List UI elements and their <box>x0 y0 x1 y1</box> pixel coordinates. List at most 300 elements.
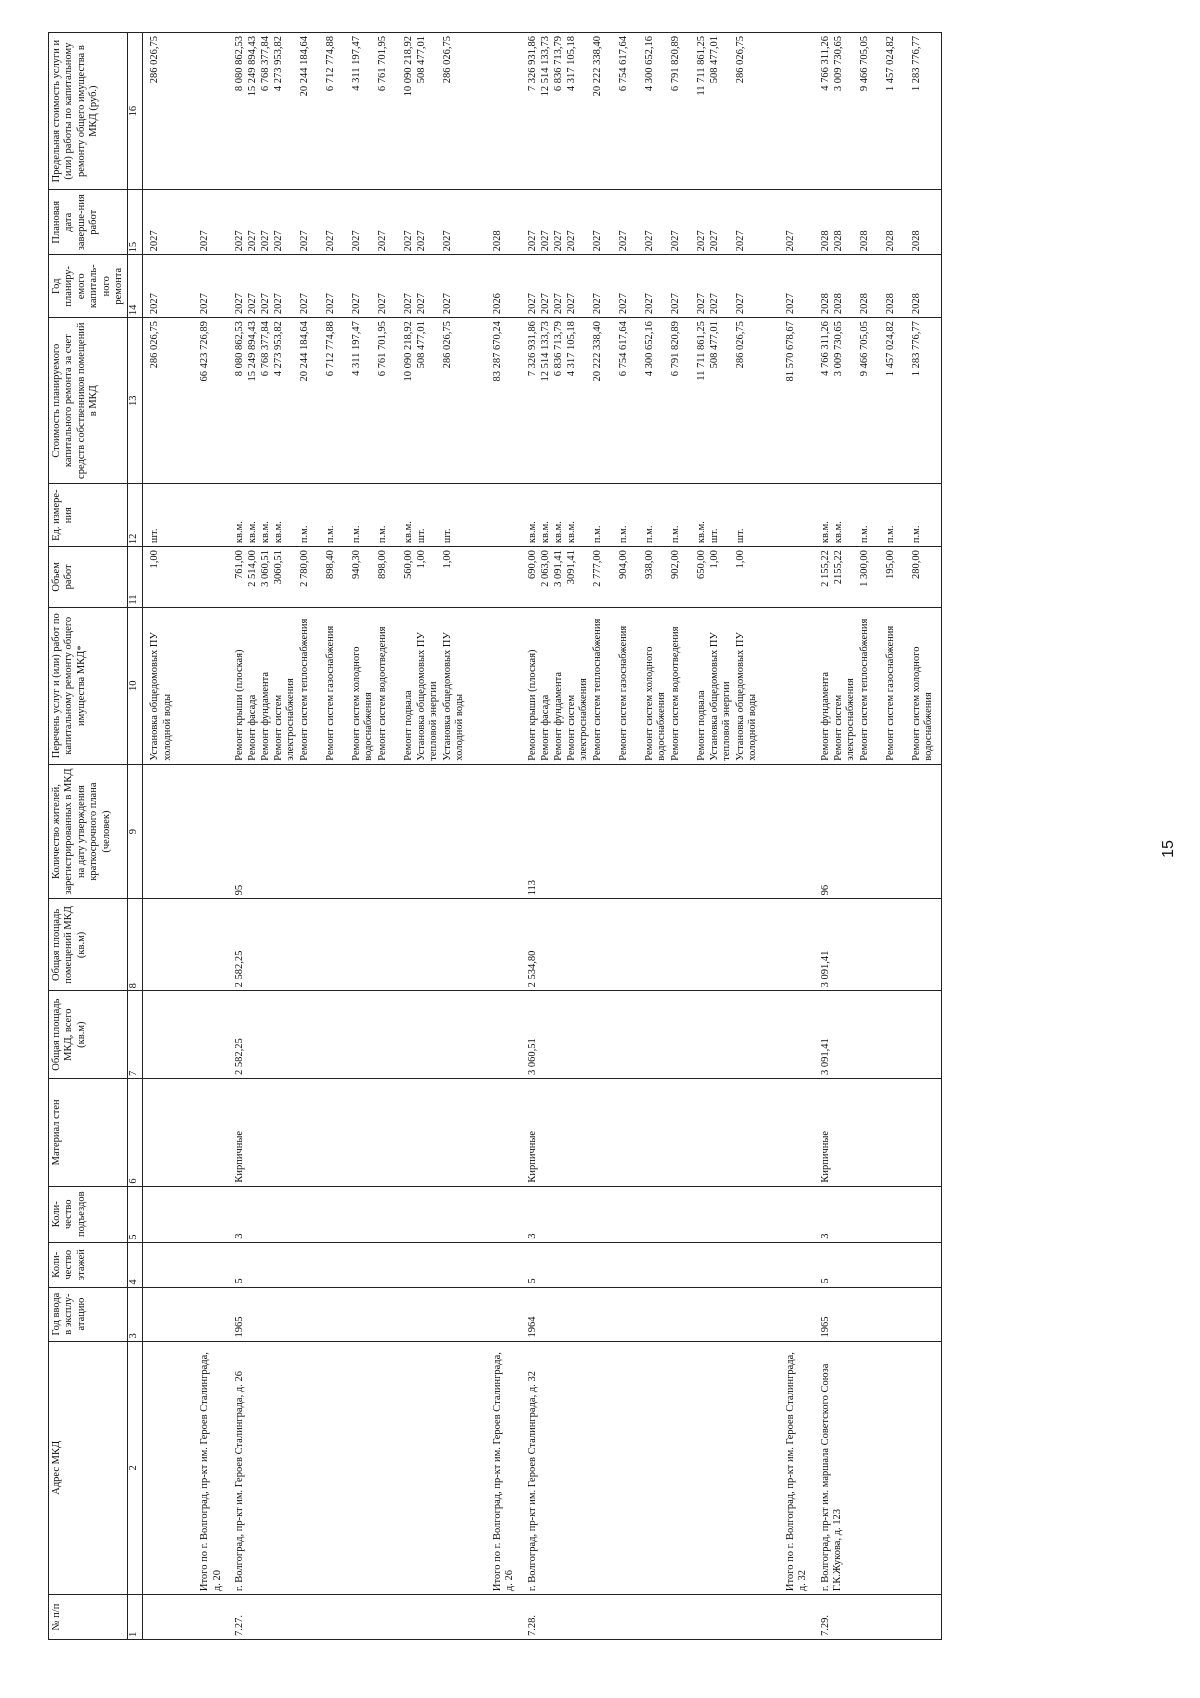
work-volume: 2 155,22 <box>819 550 831 587</box>
work-limit: 286 026,75 <box>734 36 746 84</box>
work-end: 2027 <box>273 230 284 252</box>
works-list <box>472 607 521 764</box>
work-cost: 6 836 713,79 <box>552 321 564 377</box>
work-limit: 20 222 338,40 <box>591 36 603 97</box>
works-list <box>143 607 180 764</box>
work-unit: п.м. <box>377 525 388 544</box>
table-row <box>143 33 180 1640</box>
work-cost: 6 712 774,88 <box>325 321 336 377</box>
work-name: Ремонт систем холодного водоснабжения <box>910 646 934 761</box>
work-unit: кв.м. <box>552 521 564 544</box>
work-end: 2027 <box>325 230 336 252</box>
limit-cost-list <box>814 33 942 190</box>
premises-area <box>765 899 814 991</box>
header-cell: Стоимость планируемого капитального ремонта за счет средств собственников помещений в МКД <box>49 318 128 484</box>
work-volume: 1,00 <box>149 550 161 569</box>
table-row <box>521 33 765 1640</box>
work-limit: 6 836 713,79 <box>552 36 564 92</box>
table-body <box>143 33 941 1640</box>
total-area <box>765 991 814 1079</box>
work-end: 2027 <box>643 230 655 252</box>
work-end: 2027 <box>199 230 211 252</box>
work-limit: 4 317 105,18 <box>565 36 577 92</box>
residents-count: 113 <box>521 764 765 899</box>
header-cell: Ед. измере-ния <box>49 484 128 547</box>
column-number: 5 <box>128 1186 143 1242</box>
repair-year-list <box>521 255 765 318</box>
repair-year-list <box>765 255 814 318</box>
total-area: 3 060,51 <box>521 991 765 1079</box>
work-end: 2028 <box>858 230 870 252</box>
work-end: 2027 <box>260 230 271 252</box>
commission-year <box>143 1287 180 1341</box>
work-limit: 286 026,75 <box>149 36 161 84</box>
work-cost: 508 477,01 <box>416 321 427 369</box>
wall-material <box>179 1078 228 1186</box>
address-cell: Итого по г. Волгоград, пр-кт им. Героев Сталинграда, д. 32 <box>765 1341 814 1595</box>
table-row <box>228 33 472 1640</box>
work-volume: 1,00 <box>734 550 746 569</box>
work-unit: кв.м. <box>832 521 844 544</box>
row-number <box>765 1595 814 1640</box>
work-unit <box>199 487 212 543</box>
address-cell: Итого по г. Волгоград, пр-кт им. Героев Сталинграда, д. 20 <box>179 1341 228 1595</box>
work-unit: кв.м. <box>260 521 271 544</box>
work-unit: п.м. <box>669 525 681 544</box>
work-cost: 1 283 776,77 <box>910 321 922 377</box>
work-name: Ремонт крыши (плоская) <box>526 649 538 761</box>
wall-material <box>765 1078 814 1186</box>
work-volume <box>785 550 798 604</box>
work-cost: 6 761 701,95 <box>377 321 388 377</box>
row-number <box>472 1595 521 1640</box>
work-volume: 3 060,51 <box>260 550 271 587</box>
total-area: 3 091,41 <box>814 991 942 1079</box>
header-cell: Коли-чество этажей <box>49 1242 128 1287</box>
work-name: Установка общедомовых ПУ тепловой энергии <box>416 632 440 761</box>
work-year: 2027 <box>351 293 362 315</box>
row-number: 7.29. <box>814 1595 942 1640</box>
unit-list <box>228 484 472 547</box>
work-name: Ремонт крыши (плоская) <box>234 649 245 761</box>
work-year: 2027 <box>669 293 681 315</box>
column-number: 13 <box>128 318 143 484</box>
work-cost: 508 477,01 <box>708 321 720 369</box>
work-limit: 4 311 197,47 <box>351 36 362 91</box>
address-cell: г. Волгоград, пр-кт им. Героев Сталинграда, д. 26 <box>228 1341 472 1595</box>
work-volume: 2 063,00 <box>539 550 551 587</box>
work-name: Установка общедомовых ПУ холодной воды <box>734 632 759 761</box>
unit-list <box>143 484 180 547</box>
work-cost: 286 026,75 <box>734 321 746 369</box>
work-limit: 4 766 311,26 <box>819 36 831 91</box>
work-year: 2026 <box>492 293 503 315</box>
row-number: 7.27. <box>228 1595 472 1640</box>
header-cell: Год планиру-емого капиталь-ного ремонта <box>49 255 128 318</box>
work-cost: 20 244 184,64 <box>299 321 310 382</box>
work-year: 2027 <box>695 293 707 315</box>
work-end: 2027 <box>734 230 746 252</box>
work-cost: 20 222 338,40 <box>591 321 603 382</box>
work-volume: 280,00 <box>910 550 922 579</box>
repair-year-list <box>179 255 228 318</box>
work-end: 2027 <box>247 230 258 252</box>
work-limit: 6 712 774,88 <box>325 36 336 92</box>
work-year: 2027 <box>617 293 629 315</box>
work-year: 2027 <box>149 293 161 315</box>
work-end: 2028 <box>910 230 922 252</box>
premises-area <box>143 899 180 991</box>
work-name <box>492 611 505 761</box>
work-unit: шт. <box>734 528 746 544</box>
work-cost: 4 766 311,26 <box>819 321 831 376</box>
work-cost: 3 009 730,65 <box>832 321 844 377</box>
work-name: Ремонт систем теплоснабжения <box>299 618 310 761</box>
work-limit: 6 768 377,84 <box>260 36 271 92</box>
work-year: 2027 <box>325 293 336 315</box>
work-end: 2027 <box>442 230 453 252</box>
work-unit: п.м. <box>617 525 629 544</box>
limit-cost-list <box>228 33 472 190</box>
work-name: Ремонт систем электроснабжения <box>273 678 297 761</box>
column-number: 15 <box>128 190 143 255</box>
commission-year <box>765 1287 814 1341</box>
work-name: Установка общедомовых ПУ тепловой энергии <box>708 632 733 761</box>
work-unit: кв.м. <box>526 521 538 544</box>
header-cell: № п/п <box>49 1595 128 1640</box>
work-end: 2027 <box>591 230 603 252</box>
end-date-list <box>814 190 942 255</box>
work-unit: п.м. <box>910 525 922 544</box>
residents-count: 95 <box>228 764 472 899</box>
entrances-count <box>179 1186 228 1242</box>
work-volume: 2155,22 <box>832 550 844 585</box>
work-name: Ремонт систем теплоснабжения <box>591 618 603 761</box>
limit-cost-list <box>521 33 765 190</box>
works-list <box>179 607 228 764</box>
work-end: 2027 <box>784 230 796 252</box>
floors-count <box>765 1242 814 1287</box>
work-limit: 1 283 776,77 <box>910 36 922 92</box>
repair-year-list <box>143 255 180 318</box>
work-unit: кв.м. <box>273 521 284 544</box>
work-volume: 761,00 <box>234 550 245 579</box>
work-end: 2027 <box>526 230 538 252</box>
work-end: 2027 <box>416 230 427 252</box>
entrances-count: 3 <box>228 1186 472 1242</box>
wall-material <box>472 1078 521 1186</box>
work-unit: п.м. <box>299 525 310 544</box>
work-cost: 7 326 931,86 <box>526 321 538 377</box>
work-limit <box>492 36 505 186</box>
work-unit: шт. <box>708 528 720 544</box>
end-date-list <box>765 190 814 255</box>
work-volume: 2 780,00 <box>299 550 310 587</box>
work-cost: 66 423 726,89 <box>199 321 211 382</box>
work-name: Ремонт систем газоснабжения <box>884 625 896 761</box>
work-unit: п.м. <box>884 525 896 544</box>
table-row <box>814 33 942 1640</box>
residents-count <box>179 764 228 899</box>
total-area <box>472 991 521 1079</box>
column-number: 11 <box>128 547 143 608</box>
header-cell: Предельная стоимость услуги и (или) работы по капитальному ремонту общего имущества в МКД (руб.) <box>49 33 128 190</box>
unit-list <box>765 484 814 547</box>
work-limit: 1 457 024,82 <box>884 36 896 92</box>
work-name: Ремонт систем газоснабжения <box>617 625 629 761</box>
work-limit: 15 249 894,43 <box>247 36 258 97</box>
work-year: 2027 <box>260 293 271 315</box>
header-cell: Перечень услуг и (или) работ по капитальному ремонту общего имущества МКД* <box>49 607 128 764</box>
work-year: 2027 <box>552 293 564 315</box>
work-end: 2028 <box>832 230 844 252</box>
entrances-count <box>143 1186 180 1242</box>
column-number-row <box>128 33 143 1640</box>
work-name: Ремонт систем холодного водоснабжения <box>351 646 375 761</box>
work-unit <box>492 487 505 543</box>
work-cost: 83 287 670,24 <box>492 321 503 382</box>
work-unit: шт. <box>442 528 453 544</box>
work-cost: 6 791 820,89 <box>669 321 681 377</box>
premises-area: 2 534,80 <box>521 899 765 991</box>
work-cost: 1 457 024,82 <box>884 321 896 377</box>
table-row <box>765 33 814 1640</box>
work-year: 2027 <box>234 293 245 315</box>
work-volume <box>492 550 505 604</box>
work-volume: 1 300,00 <box>858 550 870 587</box>
cost-list <box>814 318 942 484</box>
work-cost: 15 249 894,43 <box>247 321 258 382</box>
cost-list <box>472 318 521 484</box>
work-cost: 10 090 218,92 <box>403 321 414 382</box>
work-unit: п.м. <box>858 525 870 544</box>
work-unit: п.м. <box>591 525 603 544</box>
address-cell: Итого по г. Волгоград, пр-кт им. Героев Сталинграда, д. 26 <box>472 1341 521 1595</box>
work-unit: п.м. <box>351 525 362 544</box>
work-end: 2027 <box>149 230 161 252</box>
cost-list <box>765 318 814 484</box>
unit-list <box>179 484 228 547</box>
work-unit: шт. <box>149 528 161 544</box>
work-limit: 508 477,01 <box>416 36 427 84</box>
work-cost: 286 026,75 <box>442 321 453 369</box>
work-volume: 650,00 <box>695 550 707 579</box>
work-name: Ремонт фасада <box>539 694 551 761</box>
work-volume: 2 514,00 <box>247 550 258 587</box>
work-volume: 898,00 <box>377 550 388 579</box>
work-year: 2027 <box>526 293 538 315</box>
work-year: 2027 <box>442 293 453 315</box>
wall-material: Кирпичные <box>521 1078 765 1186</box>
work-year: 2027 <box>539 293 551 315</box>
work-end: 2027 <box>539 230 551 252</box>
work-end: 2027 <box>565 230 577 252</box>
total-area <box>179 991 228 1079</box>
work-year: 2027 <box>734 293 746 315</box>
works-list <box>521 607 765 764</box>
work-year: 2028 <box>884 293 896 315</box>
work-name: Ремонт фундамента <box>260 671 271 761</box>
work-year: 2027 <box>377 293 388 315</box>
work-limit: 4 273 953,82 <box>273 36 284 92</box>
cost-list <box>228 318 472 484</box>
works-list <box>228 607 472 764</box>
work-cost: 4 300 652,16 <box>643 321 655 377</box>
work-unit: кв.м. <box>234 521 245 544</box>
work-limit: 12 514 133,73 <box>539 36 551 97</box>
work-limit <box>199 36 212 186</box>
work-unit: кв.м. <box>819 521 831 544</box>
work-unit: кв.м. <box>403 521 414 544</box>
work-limit: 286 026,75 <box>442 36 453 84</box>
residents-count <box>143 764 180 899</box>
work-year: 2027 <box>591 293 603 315</box>
work-limit: 9 466 705,05 <box>858 36 870 92</box>
commission-year: 1965 <box>814 1287 942 1341</box>
commission-year <box>472 1287 521 1341</box>
work-unit: п.м. <box>325 525 336 544</box>
work-name: Ремонт фундамента <box>552 671 564 761</box>
work-limit: 4 300 652,16 <box>643 36 655 92</box>
header-cell: Адрес МКД <box>49 1341 128 1595</box>
work-name: Ремонт систем водоотведения <box>377 626 388 761</box>
row-number <box>179 1595 228 1640</box>
work-name: Ремонт систем водоотведения <box>669 626 681 761</box>
work-year: 2028 <box>819 293 831 315</box>
column-number: 1 <box>128 1595 143 1640</box>
work-end: 2028 <box>492 230 503 252</box>
end-date-list <box>228 190 472 255</box>
work-name: Ремонт подвала <box>695 690 707 761</box>
column-number: 14 <box>128 255 143 318</box>
premises-area: 2 582,25 <box>228 899 472 991</box>
work-volume: 940,30 <box>351 550 362 579</box>
column-number: 3 <box>128 1287 143 1341</box>
work-name: Ремонт систем газоснабжения <box>325 625 336 761</box>
unit-list <box>472 484 521 547</box>
table-row <box>179 33 228 1640</box>
work-cost: 9 466 705,05 <box>858 321 870 377</box>
work-unit: кв.м. <box>565 521 577 544</box>
work-name: Установка общедомовых ПУ холодной воды <box>149 632 173 761</box>
premises-area <box>179 899 228 991</box>
work-year: 2027 <box>403 293 414 315</box>
entrances-count <box>472 1186 521 1242</box>
repair-year-list <box>814 255 942 318</box>
commission-year <box>179 1287 228 1341</box>
limit-cost-list <box>765 33 814 190</box>
end-date-list <box>179 190 228 255</box>
work-limit: 6 791 820,89 <box>669 36 681 92</box>
work-unit: кв.м. <box>247 521 258 544</box>
work-cost: 4 273 953,82 <box>273 321 284 377</box>
page-number: 15 <box>1160 840 1177 858</box>
column-number: 16 <box>128 33 143 190</box>
work-volume: 1,00 <box>416 550 427 569</box>
work-name: Ремонт систем электроснабжения <box>565 678 590 761</box>
header-cell: Плановая дата заверше-ния работ <box>49 190 128 255</box>
work-name: Установка общедомовых ПУ холодной воды <box>442 632 466 761</box>
work-volume: 938,00 <box>643 550 655 579</box>
work-volume: 195,00 <box>884 550 896 579</box>
volume-list <box>521 547 765 608</box>
work-end: 2027 <box>669 230 681 252</box>
work-limit: 11 711 861,25 <box>695 36 707 96</box>
address-cell: г. Волгоград, пр-кт им. Героев Сталинграда, д. 32 <box>521 1341 765 1595</box>
work-unit: кв.м. <box>695 521 707 544</box>
entrances-count: 3 <box>814 1186 942 1242</box>
floors-count: 5 <box>521 1242 765 1287</box>
work-unit: п.м. <box>643 525 655 544</box>
work-limit: 3 009 730,65 <box>832 36 844 92</box>
wall-material: Кирпичные <box>228 1078 472 1186</box>
works-list <box>814 607 942 764</box>
work-volume: 3060,51 <box>273 550 284 585</box>
floors-count: 5 <box>228 1242 472 1287</box>
work-limit: 508 477,01 <box>708 36 720 84</box>
work-year: 2027 <box>708 293 720 315</box>
work-volume: 560,00 <box>403 550 414 579</box>
works-list <box>765 607 814 764</box>
header-cell: Объем работ <box>49 547 128 608</box>
table-row <box>472 33 521 1640</box>
work-end: 2027 <box>377 230 388 252</box>
work-limit: 7 326 931,86 <box>526 36 538 92</box>
work-unit: кв.м. <box>539 521 551 544</box>
work-cost: 4 311 197,47 <box>351 321 362 376</box>
work-year: 2027 <box>299 293 310 315</box>
work-limit <box>785 36 798 186</box>
floors-count <box>472 1242 521 1287</box>
work-end: 2027 <box>617 230 629 252</box>
cost-list <box>143 318 180 484</box>
capital-repair-table <box>48 32 942 1640</box>
premises-area <box>472 899 521 991</box>
work-name: Ремонт фундамента <box>819 671 831 761</box>
entrances-count: 3 <box>521 1186 765 1242</box>
work-year: 2027 <box>416 293 427 315</box>
header-cell: Коли-чество подъездов <box>49 1186 128 1242</box>
work-volume: 902,00 <box>669 550 681 579</box>
work-limit: 20 244 184,64 <box>299 36 310 97</box>
total-area <box>143 991 180 1079</box>
work-year: 2027 <box>565 293 577 315</box>
work-year: 2027 <box>273 293 284 315</box>
header-cell: Общая площадь МКД, всего (кв.м) <box>49 991 128 1079</box>
row-number <box>143 1595 180 1640</box>
work-cost: 12 514 133,73 <box>539 321 551 382</box>
work-limit: 6 754 617,64 <box>617 36 629 92</box>
column-number: 2 <box>128 1341 143 1595</box>
work-name: Ремонт систем холодного водоснабжения <box>643 646 668 761</box>
work-volume: 3091,41 <box>565 550 577 585</box>
cost-list <box>179 318 228 484</box>
limit-cost-list <box>179 33 228 190</box>
residents-count <box>472 764 521 899</box>
address-cell: г. Волгоград, пр-кт им. маршала Советского Союза Г.К.Жукова, д. 123 <box>814 1341 942 1595</box>
header-cell: Год ввода в эксплу-атацию <box>49 1287 128 1341</box>
work-limit: 10 090 218,92 <box>403 36 414 97</box>
cost-list <box>521 318 765 484</box>
volume-list <box>179 547 228 608</box>
work-end: 2027 <box>299 230 310 252</box>
volume-list <box>143 547 180 608</box>
work-unit: шт. <box>416 528 427 544</box>
work-end: 2028 <box>819 230 831 252</box>
residents-count: 96 <box>814 764 942 899</box>
header-row <box>49 33 128 1640</box>
entrances-count <box>765 1186 814 1242</box>
